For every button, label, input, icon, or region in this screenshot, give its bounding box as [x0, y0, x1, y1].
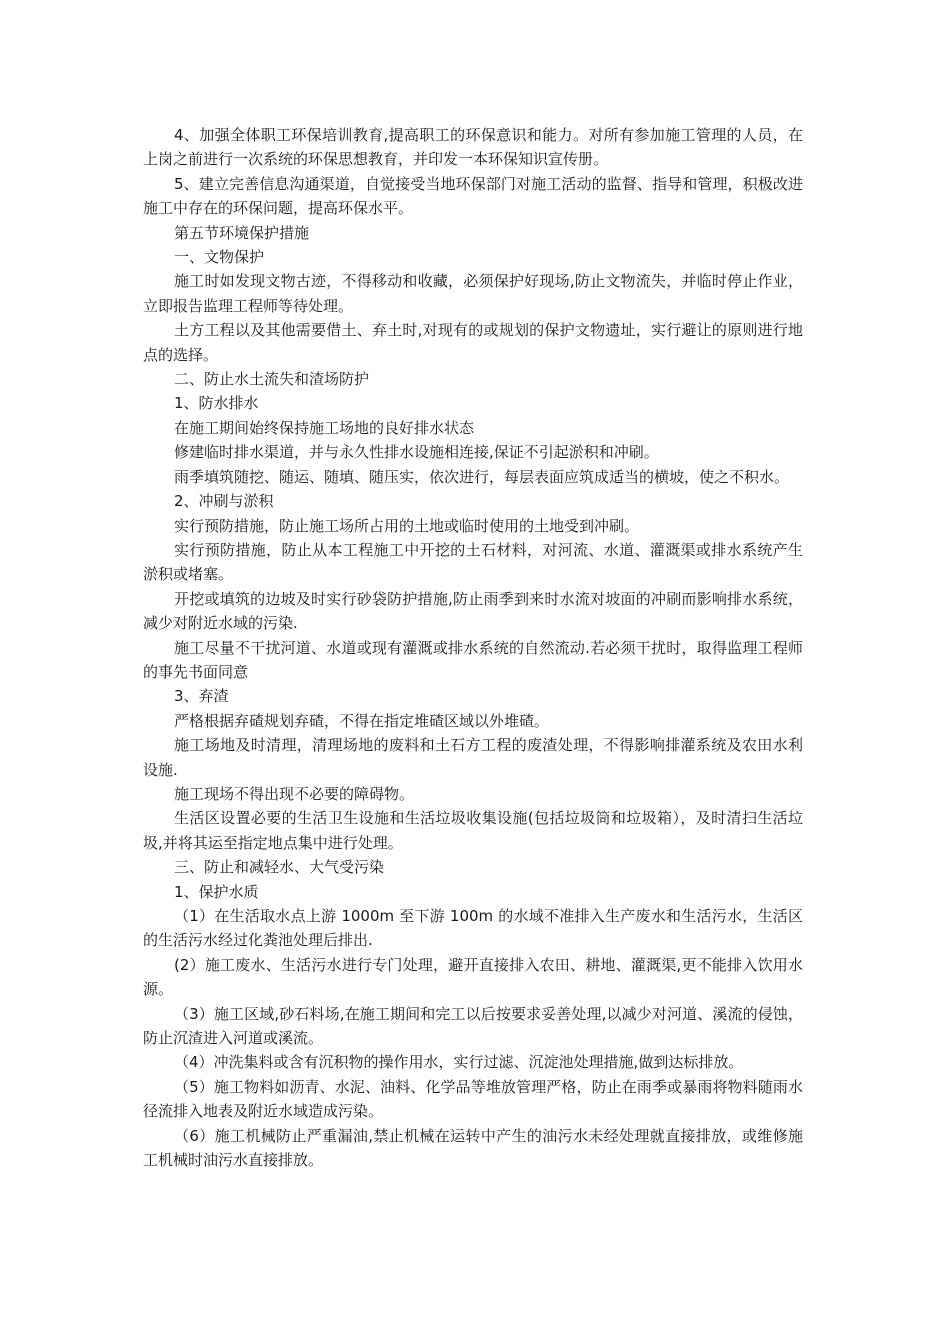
paragraph: （4）冲洗集料或含有沉积物的操作用水，实行过滤、沉淀池处理措施,做到达标排放。: [174, 1053, 744, 1072]
subsection-heading: 三、防止和减轻水、大气受污染: [174, 858, 385, 877]
paragraph: 在施工期间始终保持施工场地的良好排水状态: [174, 418, 475, 437]
paragraph: 施工场地及时清理，清理场地的废料和土石方工程的废渣处理，不得影响排灌系统及农田水利设施.: [143, 736, 803, 779]
paragraph: （1）在生活取水点上游 1000m 至下游 100m 的水域不准排入生产废水和生活污水，生活区的生活污水经过化粪池处理后排出.: [143, 907, 803, 950]
paragraph: 施工时如发现文物古迹，不得移动和收藏，必须保护好现场,防止文物流失，并临时停止作业，立即报告监理工程师等待处理。: [143, 272, 803, 315]
item-heading: 1、防水排水: [174, 394, 259, 413]
paragraph: 施工现场不得出现不必要的障碍物。: [174, 784, 415, 803]
subsection-heading: 一、文物保护: [174, 248, 265, 267]
paragraph: 开挖或填筑的边坡及时实行砂袋防护措施,防止雨季到来时水流对坡面的冲刷而影响排水系统，减少对附近水域的污染.: [143, 589, 803, 633]
paragraph: 土方工程以及其他需要借土、弃土时,对现有的或规划的保护文物遗址，实行避让的原则进行地点的选择。: [143, 321, 803, 364]
paragraph: （5）施工物料如沥青、水泥、油料、化学品等堆放管理严格，防止在雨季或暴雨将物料随雨水径流排入地表及附近水域造成污染。: [143, 1077, 803, 1121]
paragraph: 5、建立完善信息沟通渠道，自觉接受当地环保部门对施工活动的监督、指导和管理，积极改进施工中存在的环保问题，提高环保水平。: [143, 174, 803, 218]
subsection-heading: 二、防止水土流失和渣场防护: [174, 370, 370, 389]
document-body: [143, 123, 803, 1172]
item-heading: 1、保护水质: [174, 882, 259, 901]
item-heading: 3、弃渣: [174, 687, 229, 706]
paragraph: 严格根据弃碴规划弃碴，不得在指定堆碴区域以外堆碴。: [174, 711, 550, 730]
paragraph: （3）施工区域,砂石料场,在施工期间和完工以后按要求妥善处理,以减少对河道、溪流的侵蚀，防止沉渣进入河道或溪流。: [143, 1004, 803, 1048]
paragraph: (2）施工废水、生活污水进行专门处理，避开直接排入农田、耕地、灌溉渠,更不能排入饮用水源。: [143, 955, 803, 999]
paragraph: 实行预防措施，防止从本工程施工中开挖的土石材料，对河流、水道、灌溉渠或排水系统产生淤积或堵塞。: [143, 540, 803, 584]
section-heading: 第五节环境保护措施: [174, 223, 310, 242]
paragraph: 施工尽量不干扰河道、水道或现有灌溉或排水系统的自然流动.若必须干扰时，取得监理工程师的事先书面同意: [143, 638, 803, 681]
paragraph: 实行预防措施，防止施工场所占用的土地或临时使用的土地受到冲刷。: [174, 516, 640, 535]
item-heading: 2、冲刷与淤积: [174, 492, 274, 511]
paragraph: 修建临时排水渠道，并与永久性排水设施相连接,保证不引起淤积和冲刷。: [174, 443, 659, 462]
paragraph: 生活区设置必要的生活卫生设施和生活垃圾收集设施(包括垃圾筒和垃圾箱），及时清扫生活垃圾,并将其运至指定地点集中进行处理。: [143, 809, 803, 852]
paragraph: 雨季填筑随挖、随运、随填、随压实，依次进行，每层表面应筑成适当的横坡，使之不积水。: [174, 467, 790, 486]
paragraph: （6）施工机械防止严重漏油,禁止机械在运转中产生的油污水未经处理就直接排放，或维修施工机械时油污水直接排放。: [143, 1126, 803, 1170]
paragraph: 4、加强全体职工环保培训教育,提高职工的环保意识和能力。对所有参加施工管理的人员，在上岗之前进行一次系统的环保思想教育，并印发一本环保知识宣传册。: [143, 126, 803, 169]
